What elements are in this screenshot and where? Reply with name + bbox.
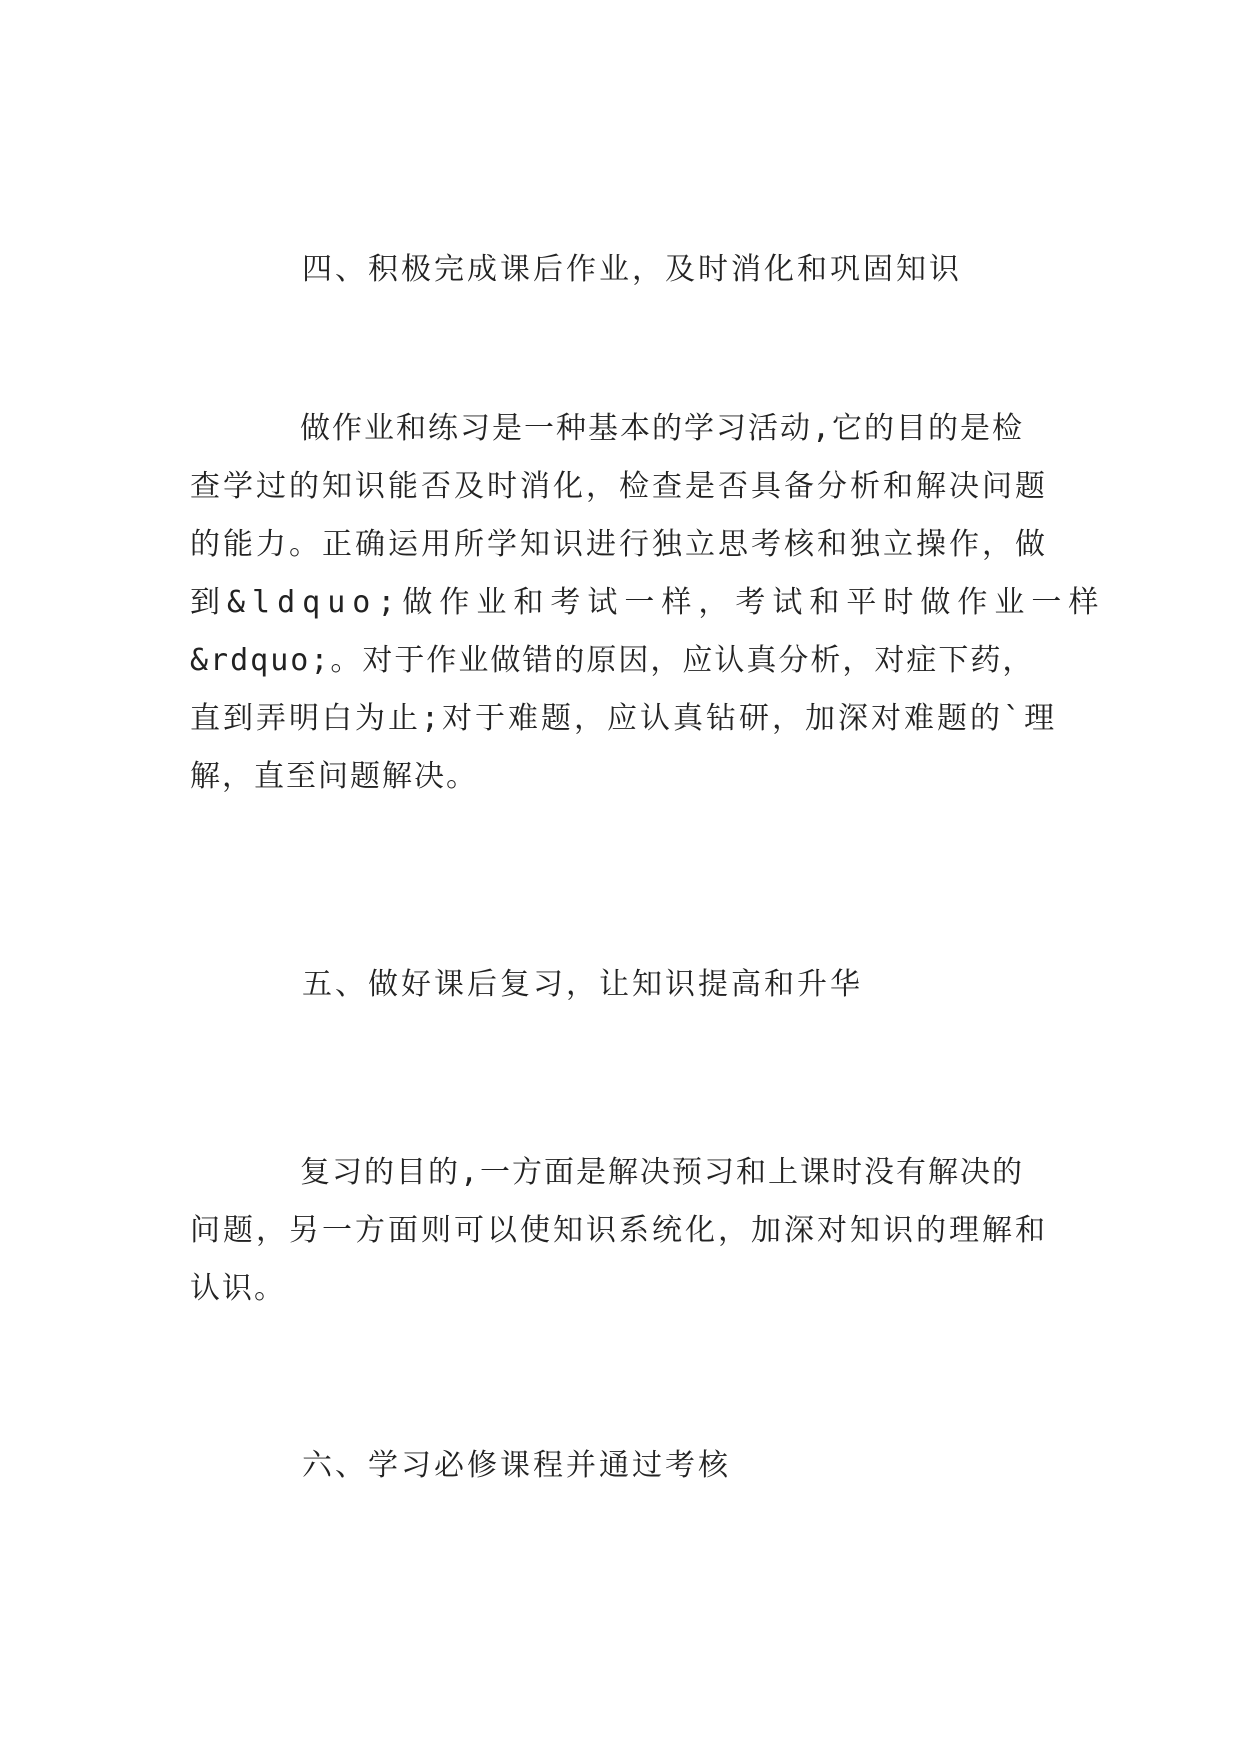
section-paragraph-4 [190,400,1106,806]
section-heading-5: 五、做好课后复习，让知识提高和升华 [302,967,863,1002]
paragraph-line: 的能力。正确运用所学知识进行独立思考核和独立操作，做 [190,527,1048,562]
paragraph-line: 直到弄明白为止;对于难题，应认真钻研，加深对难题的`理 [190,701,1058,736]
section-heading-4: 四、积极完成课后作业，及时消化和巩固知识 [302,252,962,287]
paragraph-line: 到&ldquo;做作业和考试一样，考试和平时做作业一样 [190,585,1106,620]
paragraph-line: 复习的目的,一方面是解决预习和上课时没有解决的 [300,1155,1025,1190]
section-paragraph-5 [190,1144,1050,1318]
paragraph-line: 查学过的知识能否及时消化，检查是否具备分析和解决问题 [190,469,1048,504]
section-heading-6: 六、学习必修课程并通过考核 [302,1448,731,1483]
paragraph-line: 解，直至问题解决。 [190,759,478,794]
paragraph-line: 问题，另一方面则可以使知识系统化，加深对知识的理解和 [190,1213,1048,1248]
paragraph-line: 做作业和练习是一种基本的学习活动,它的目的是检 [300,411,1025,446]
paragraph-line: &rdquo;。对于作业做错的原因，应认真分析，对症下药， [190,643,1035,678]
paragraph-line: 认识。 [190,1271,286,1306]
